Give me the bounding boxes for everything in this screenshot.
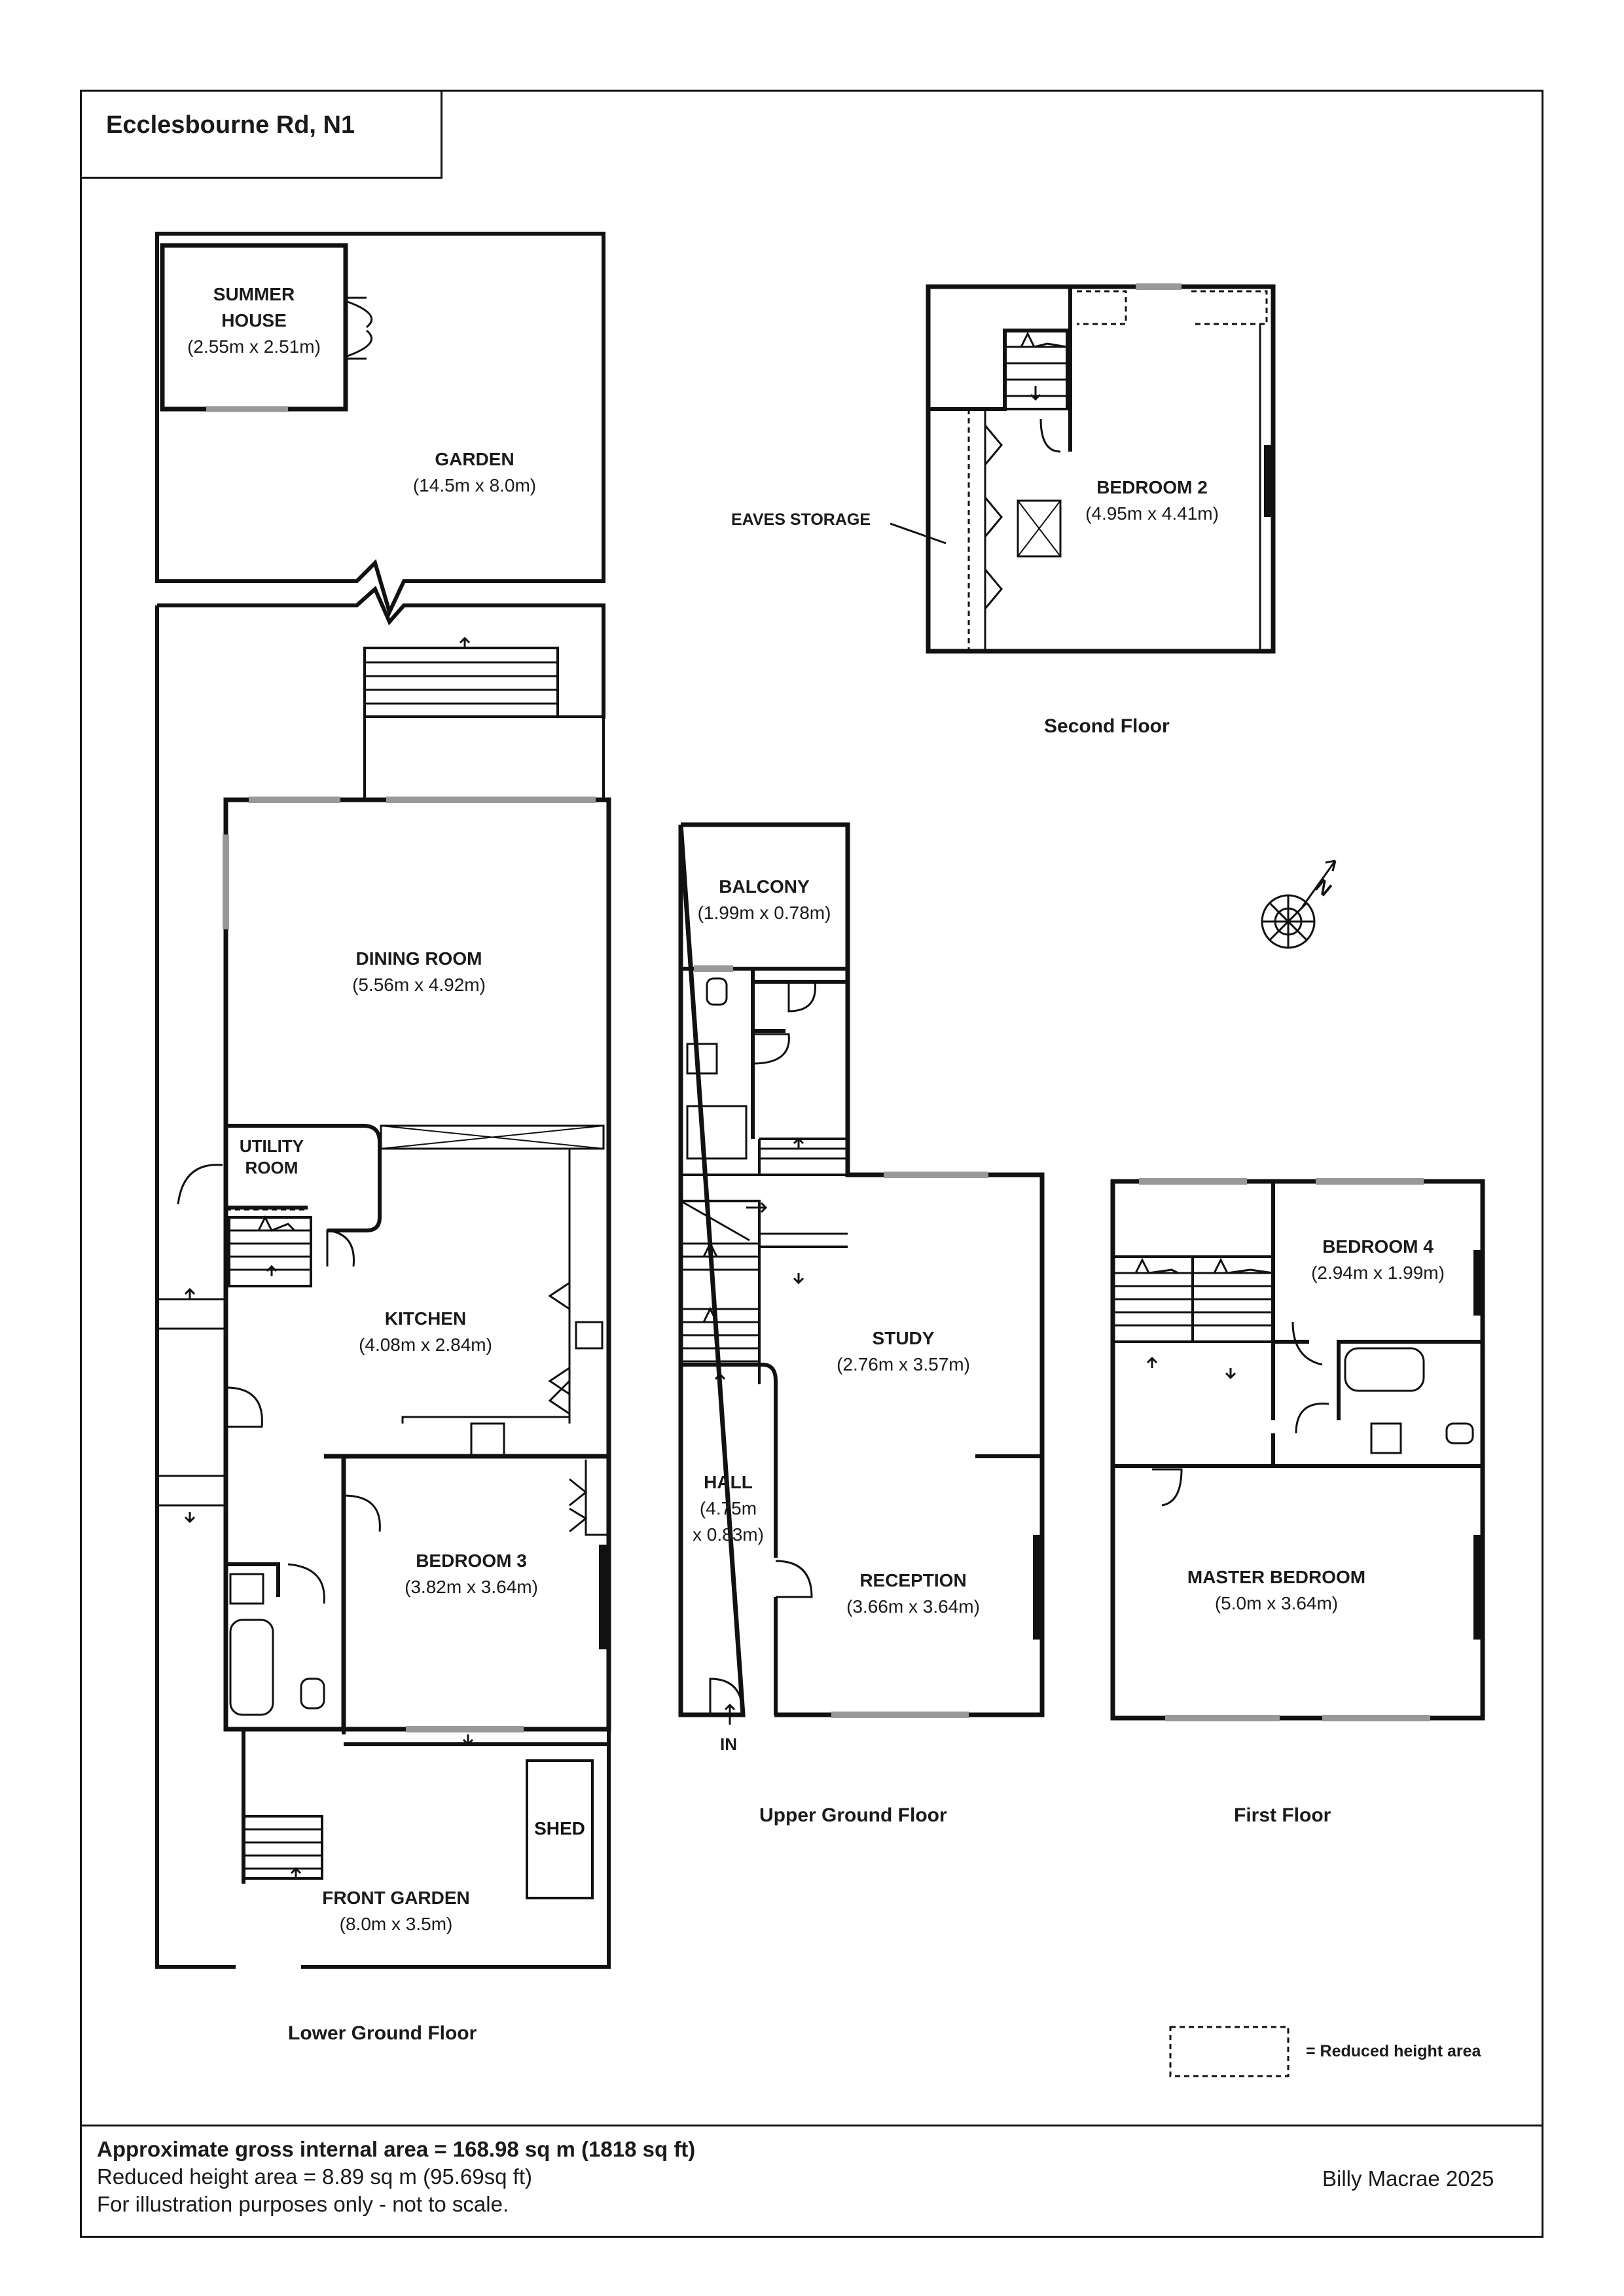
kitchen-sink bbox=[576, 1322, 602, 1348]
master-bedroom-dims: (5.0m x 3.64m) bbox=[1214, 1593, 1339, 1613]
balcony-dims: (1.99m x 0.78m) bbox=[697, 903, 831, 923]
second-stair-door bbox=[1041, 419, 1060, 452]
lower-stairs-break bbox=[229, 1217, 311, 1230]
dining-room-label bbox=[314, 946, 524, 998]
lower-wc bbox=[301, 1679, 324, 1708]
upper-ground-caption: Upper Ground Floor bbox=[759, 1804, 947, 1826]
compass-rose bbox=[1262, 861, 1335, 948]
rear-terrace bbox=[365, 717, 604, 800]
utility-room-label bbox=[229, 1136, 314, 1179]
eaves-storage-pointer bbox=[890, 524, 946, 543]
summer-house-dims: (2.55m x 2.51m) bbox=[187, 336, 321, 357]
bedroom-4-label bbox=[1280, 1234, 1476, 1286]
credit-text: Billy Macrae 2025 bbox=[1322, 2166, 1494, 2191]
reception-name: RECEPTION bbox=[859, 1570, 967, 1590]
utility-room-name-2: ROOM bbox=[245, 1158, 298, 1177]
front-garden-dims: (8.0m x 3.5m) bbox=[339, 1914, 453, 1934]
balcony-name: BALCONY bbox=[719, 876, 810, 897]
hall-label bbox=[681, 1469, 776, 1548]
kitchen-name: KITCHEN bbox=[384, 1308, 467, 1329]
garden-name: GARDEN bbox=[435, 449, 514, 469]
front-garden-walls bbox=[244, 1729, 609, 1884]
reception-dims: (3.66m x 3.64m) bbox=[846, 1596, 980, 1617]
upper-basin bbox=[687, 1044, 717, 1073]
disclaimer-text: For illustration purposes only - not to scale. bbox=[97, 2192, 509, 2216]
first-floor-caption: First Floor bbox=[1234, 1804, 1331, 1826]
upper-wc-walls bbox=[753, 969, 848, 1139]
first-basin bbox=[1371, 1424, 1401, 1453]
second-stair-walls bbox=[928, 287, 1070, 452]
master-bedroom-label bbox=[1168, 1564, 1384, 1617]
study-name: STUDY bbox=[872, 1328, 935, 1348]
gross-area-text: Approximate gross internal area = 168.98 sq m (1818 sq ft) bbox=[97, 2137, 696, 2161]
upper-shower bbox=[687, 1106, 746, 1158]
front-steps-treads bbox=[244, 1829, 322, 1869]
summer-house-name-1: SUMMER bbox=[213, 284, 295, 304]
compass-north-label: N bbox=[1310, 875, 1336, 901]
front-garden-label bbox=[288, 1885, 504, 1937]
study-label bbox=[799, 1325, 1008, 1378]
master-door bbox=[1152, 1469, 1182, 1505]
master-bedroom-name: MASTER BEDROOM bbox=[1187, 1567, 1366, 1587]
front-garden-name: FRONT GARDEN bbox=[322, 1888, 470, 1908]
dining-room-name: DINING ROOM bbox=[355, 948, 482, 969]
kitchen-cabinet-doors bbox=[550, 1283, 569, 1414]
bedroom-3-name: BEDROOM 3 bbox=[416, 1551, 527, 1571]
lower-stairs-treads bbox=[229, 1230, 311, 1270]
reduced-height-legend-box bbox=[1170, 2027, 1288, 2076]
bedroom-2-label bbox=[1047, 475, 1257, 527]
kitchen-dims: (4.08m x 2.84m) bbox=[359, 1335, 492, 1355]
rear-steps-treads bbox=[365, 662, 558, 704]
first-bath bbox=[1345, 1348, 1424, 1391]
kitchen-beam-cross bbox=[381, 1126, 604, 1149]
second-stairs-treads bbox=[1005, 334, 1067, 399]
reduced-area-text: Reduced height area = 8.89 sq m (95.69sq ft) bbox=[97, 2164, 532, 2189]
first-arrows bbox=[1147, 1358, 1235, 1378]
entrance-label: IN bbox=[720, 1734, 737, 1754]
bedroom-2-dims: (4.95m x 4.41m) bbox=[1085, 503, 1219, 524]
hall-name: HALL bbox=[704, 1472, 753, 1492]
bedroom-3-dims: (3.82m x 3.64m) bbox=[405, 1577, 538, 1597]
kitchen-label bbox=[321, 1306, 530, 1358]
summer-house-door bbox=[346, 298, 372, 359]
first-bath-door bbox=[1296, 1404, 1329, 1433]
rear-steps bbox=[365, 648, 558, 717]
upper-shower-door bbox=[753, 1034, 789, 1064]
footer-divider bbox=[80, 2125, 1543, 2126]
lower-ground-caption: Lower Ground Floor bbox=[288, 2022, 477, 2044]
first-wc bbox=[1447, 1424, 1473, 1443]
hall-dims-1: (4.75m bbox=[699, 1498, 757, 1518]
bedroom-3-door bbox=[344, 1496, 380, 1532]
study-dims: (2.76m x 3.57m) bbox=[837, 1354, 970, 1374]
eaves-storage-label: EAVES STORAGE bbox=[731, 511, 871, 529]
bedroom-2-name: BEDROOM 2 bbox=[1096, 477, 1208, 497]
kitchen-hob bbox=[471, 1424, 504, 1456]
side-gate-upper bbox=[178, 1165, 223, 1204]
garden-label bbox=[367, 446, 583, 499]
eaves-cupboard-doors bbox=[985, 425, 1001, 609]
property-title: Ecclesbourne Rd, N1 bbox=[106, 111, 355, 139]
lower-basin bbox=[230, 1574, 263, 1604]
kitchen-door bbox=[226, 1388, 262, 1427]
utility-room-name-1: UTILITY bbox=[239, 1136, 304, 1156]
bedroom-3-wardrobe bbox=[569, 1460, 609, 1535]
bedroom-4-name: BEDROOM 4 bbox=[1322, 1236, 1434, 1257]
summer-house-name-2: HOUSE bbox=[221, 310, 287, 331]
second-floor-caption: Second Floor bbox=[1044, 715, 1170, 737]
summer-house-label bbox=[162, 281, 346, 360]
balcony-label bbox=[681, 874, 848, 926]
bedroom-3-label bbox=[367, 1548, 576, 1600]
hall-dims-2: x 0.83m) bbox=[693, 1524, 764, 1545]
reduced-height-legend-label: = Reduced height area bbox=[1306, 2042, 1481, 2060]
dining-room-dims: (5.56m x 4.92m) bbox=[352, 975, 486, 995]
garden-dims: (14.5m x 8.0m) bbox=[412, 475, 537, 495]
upper-wc bbox=[707, 978, 727, 1005]
utility-door bbox=[327, 1230, 354, 1266]
lower-bathroom-walls bbox=[226, 1564, 278, 1597]
eaves-reduced-height bbox=[969, 291, 1267, 651]
lower-bathroom-door bbox=[288, 1564, 324, 1604]
shed-label: SHED bbox=[534, 1818, 585, 1839]
reception-label bbox=[808, 1568, 1018, 1620]
bedroom-4-dims: (2.94m x 1.99m) bbox=[1311, 1263, 1445, 1283]
reception-door bbox=[776, 1561, 812, 1597]
upper-wc-door bbox=[789, 982, 816, 1011]
kitchen-counter bbox=[403, 1149, 569, 1424]
lower-bath bbox=[230, 1620, 273, 1715]
second-floor-walls bbox=[928, 287, 1273, 651]
lower-plot-outline bbox=[157, 589, 604, 719]
